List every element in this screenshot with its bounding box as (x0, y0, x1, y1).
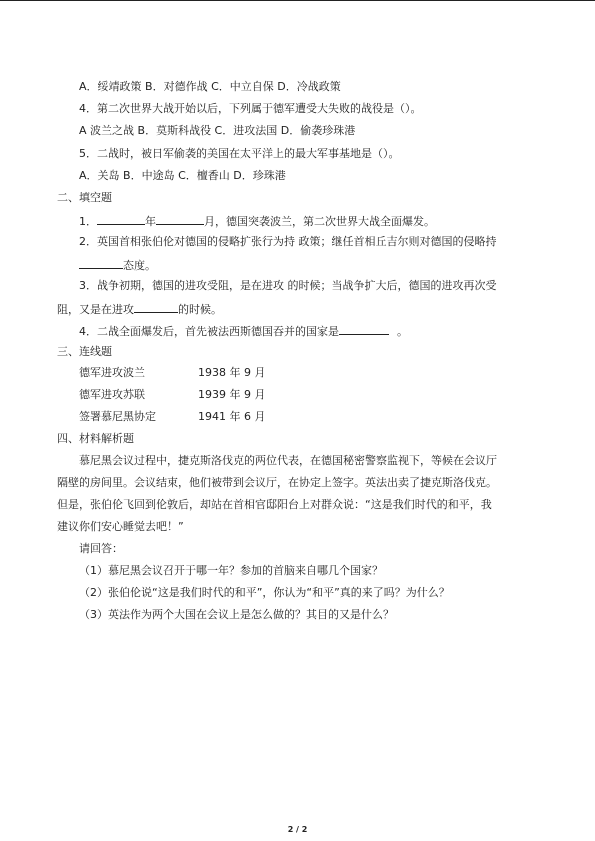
analysis-para-line4: 建议你们安心睡觉去吧！” (57, 520, 184, 533)
blank-attack (134, 301, 178, 313)
fill-q1-text: 月，德国突袭波兰，第二次世界大战全面爆发。 (204, 215, 435, 228)
fill-q4-text: 4．二战全面爆发后，首先被法西斯德国吞并的国家是 (79, 325, 339, 338)
blank-month (156, 213, 204, 225)
match-heading: 三、连线题 (57, 345, 112, 358)
fill-q1-year: 年 (145, 215, 156, 228)
fill-heading: 二、填空题 (57, 191, 112, 204)
page-number: 2 / 2 (287, 825, 308, 834)
match-left-1: 德军进攻波兰 (79, 366, 145, 379)
blank-attitude (79, 257, 123, 269)
match-right-1: 1938 年 9 月 (198, 366, 266, 379)
match-left-2: 德军进攻苏联 (79, 388, 145, 401)
fill-q3-line2-end: 的时候。 (178, 303, 222, 316)
match-right-3: 1941 年 6 月 (198, 410, 266, 423)
match-left-3: 签署慕尼黑协定 (79, 410, 156, 423)
analysis-q3: （3）英法作为两个大国在会议上是怎么做的？其目的又是什么？ (79, 608, 394, 621)
fill-q2-end: 态度。 (123, 259, 156, 272)
top-rule (0, 0, 595, 1)
match-right-2: 1939 年 9 月 (198, 388, 266, 401)
blank-country (339, 323, 389, 335)
analysis-prompt: 请回答： (79, 542, 123, 555)
choice-q3-options: A．绥靖政策 B．对德作战 C．中立自保 D．冷战政策 (79, 80, 341, 93)
choice-q5-stem: 5．二战时，被日军偷袭的美国在太平洋上的最大军事基地是（）。 (79, 147, 400, 160)
analysis-q2: （2）张伯伦说“这是我们时代的和平”，你认为“和平”真的来了吗？为什么？ (79, 586, 450, 599)
analysis-q1: （1）慕尼黑会议召开于哪一年？参加的首脑来自哪几个国家？ (79, 564, 383, 577)
blank-year (97, 213, 145, 225)
analysis-para-line2: 隔壁的房间里。会议结束，他们被带到会议厅，在协定上签字。英法出卖了捷克斯洛伐克。 (57, 476, 497, 489)
fill-q4 (79, 323, 408, 339)
analysis-para-line3: 但是，张伯伦飞回到伦敦后，却站在首相官邸阳台上对群众说：“这是我们时代的和平，我 (57, 498, 492, 511)
choice-q4-options: A 波兰之战 B．莫斯科战役 C．进攻法国 D．偷袭珍珠港 (79, 124, 356, 137)
analysis-para-line1: 慕尼黑会议过程中，捷克斯洛伐克的两位代表，在德国秘密警察监视下，等候在会议厅 (79, 454, 497, 467)
fill-q3-line1: 3．战争初期，德国的进攻受阻，是在进攻 的时候；当战争扩大后，德国的进攻再次受 (79, 279, 497, 292)
fill-q1 (79, 213, 435, 229)
fill-q3-line2-start: 阻，又是在进攻 (57, 303, 134, 316)
fill-q3-line2 (57, 301, 222, 317)
analysis-heading: 四、材料解析题 (57, 432, 134, 445)
fill-q4-end: 。 (397, 325, 408, 338)
fill-q1-number: 1． (79, 215, 97, 228)
choice-q4-stem: 4．第二次世界大战开始以后，下列属于德军遭受大失败的战役是（）。 (79, 102, 422, 115)
fill-q2-line1: 2．英国首相张伯伦对德国的侵略扩张行为持 政策；继任首相丘吉尔则对德国的侵略持 (79, 235, 497, 248)
choice-q5-options: A．关岛 B．中途岛 C．檀香山 D．珍珠港 (79, 169, 286, 182)
fill-q2-line2 (79, 257, 156, 273)
